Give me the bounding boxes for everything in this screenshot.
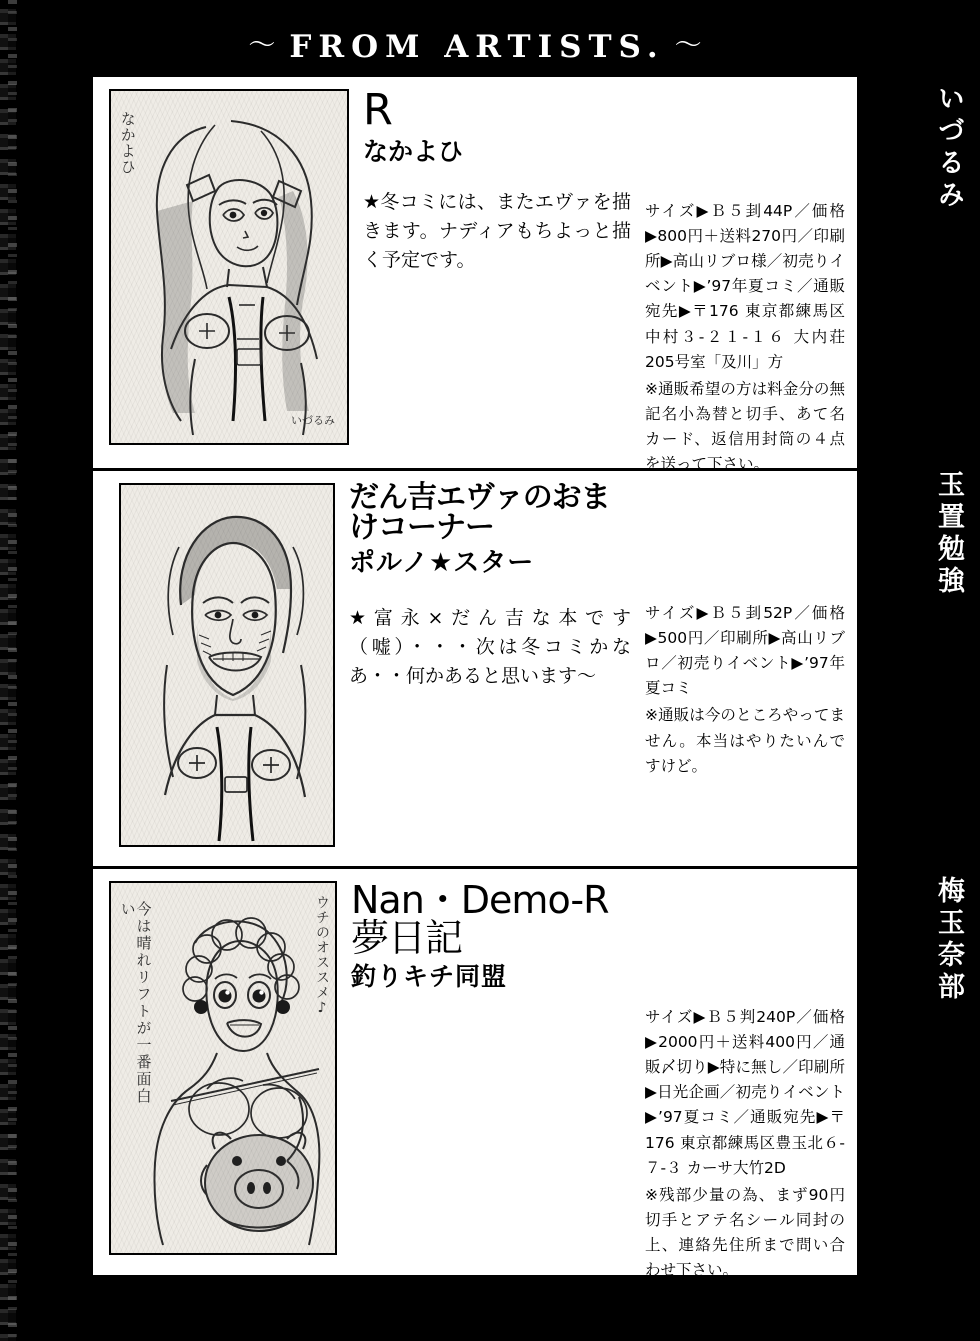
page-title [238,23,715,65]
entry-info-note: ※残部少量の為、まず90円切手とアテ名シール同封の上、連絡先住所まで問い合わせ下さい。 [645,1185,845,1280]
artist-name-vertical-1: いづるみ [933,84,964,212]
entry-info: サイズ▶Ｂ５判240P／価格▶2000円＋送料400円／通販〆切り▶特に無し／印刷所▶日光企画／初売りイベント▶’97夏コミ／通販宛先▶〒176 東京都練馬区豊玉北６-７-３ カーサ大竹2D [645,1008,845,1177]
illustration-1-signature: いづるみ [291,414,335,428]
entry-info: サイズ▶Ｂ５刲52P／価格▶500円／印刷所▶高山リブロ／初売りイベント▶’97年夏コミ [645,604,845,698]
entry-subtitle: ポルノ★スター [349,548,535,578]
entry-1-info-column [637,89,847,474]
entry-info-note: ※通販は今のところやってません。本当はやりたいんですけど。 [645,706,845,775]
illustration-1-drawing [111,91,347,443]
torn-paper-edge-left-highlight [8,0,17,1341]
illustration-3-note-right: ウチのオススメ♪ [314,895,330,1017]
entry-2-info-column [637,483,847,856]
artist-name-vertical-2: 玉置勉強 [933,470,964,598]
entry-title: R [363,85,393,135]
title-label: FROM ARTISTS. [289,29,665,65]
illustration-2-drawing [121,485,333,845]
entry-3-text-column [337,878,637,1265]
artist-entry [93,869,857,1280]
illustration-3 [109,881,337,1255]
entry-info: サイズ▶Ｂ５刲44P／価格▶800円＋送料270円／印刷所▶高山リブロ様／初売りイベント▶’97年夏コミ／通販宛先▶〒176 東京都練馬区中村３-２１-１６ 大内荘205号室「及川」方 [645,202,845,371]
page-title-banner [22,18,932,70]
entry-subtitle: なかよひ [363,137,464,166]
entry-info-note: ※通販希望の方は料金分の無記名小為替と切手、あて名カード、返信用封筒の４点を送って下さい。 [645,379,845,474]
artists-panel [90,74,860,1278]
entry-comment: ★富永×だん吉な本です（嘘）・・・次は冬コミかなあ・・何かあると思います〜 [349,606,631,688]
entry-title: だん吉エヴァのおまけコーナー [349,480,610,545]
page-edge-right [966,0,980,1341]
artist-entry [93,471,857,869]
illustration-2 [119,483,335,847]
entry-3-info-column [637,881,847,1280]
entry-comment: ★冬コミには、またエヴァを描きます。ナディアもちよっと描く予定です。 [363,190,631,272]
title-tilde-left: 〜 [248,30,280,61]
entry-subtitle: 釣りキチ同盟 [351,962,508,991]
artist-name-vertical-3: 梅玉奈部 [933,876,964,1004]
entry-1-text-column [349,85,637,458]
entry-title: Nan・Demo-R夢日記 [351,878,609,960]
illustration-3-note-left: 今は晴れリフトが一番面白い [118,901,153,1105]
entry-2-text-column [335,480,637,856]
illustration-1 [109,89,349,445]
title-tilde-right: 〜 [674,30,706,61]
artist-entry [93,77,857,474]
illustration-1-note-top: なかよひ [118,111,137,175]
